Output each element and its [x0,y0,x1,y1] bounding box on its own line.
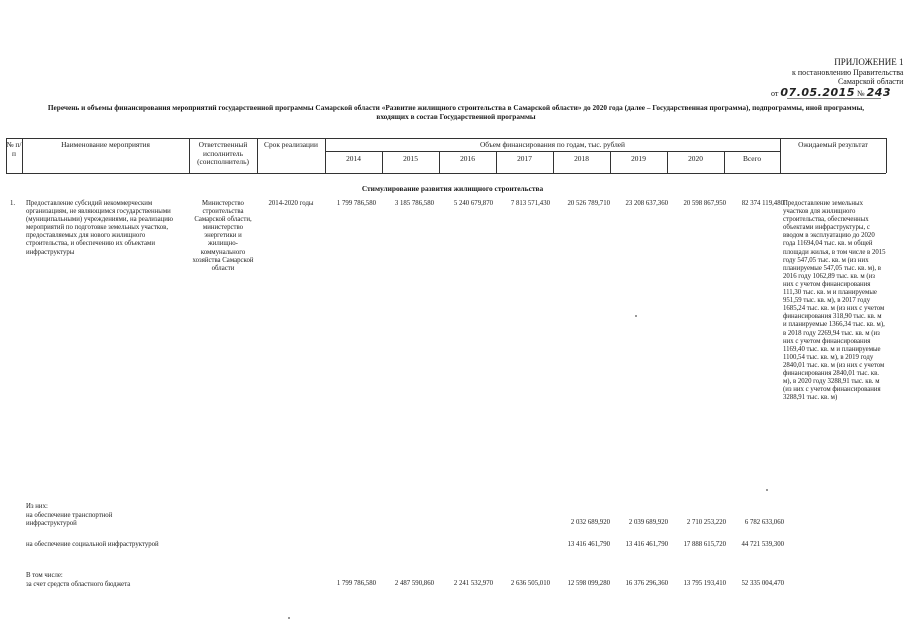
sub2-value-2019: 13 416 461,790 [625,541,668,548]
header-year-2017: 2017 [517,154,532,163]
row1-value-2018: 20 526 789,710 [567,200,610,207]
scan-speck [288,617,290,619]
sub2-label: на обеспечение социальной инфраструктурой [26,541,159,548]
header-name: Наименование мероприятия [61,140,150,149]
header-year-2016: 2016 [460,154,475,163]
appendix-title: ПРИЛОЖЕНИЕ 1 [834,57,904,67]
row1-value-2017: 7 813 571,430 [510,200,550,207]
header-total: Всего [742,154,762,163]
col-border [886,138,887,173]
header-year-2018: 2018 [574,154,589,163]
header-year-2020: 2020 [688,154,703,163]
header-num: № п/п [6,140,22,158]
table-top-border [6,138,886,139]
appendix-line1: к постановлению Правительства [792,67,904,77]
header-year-2019: 2019 [631,154,646,163]
header-year-2014: 2014 [346,154,361,163]
sub3-value-2014: 1 799 786,580 [336,580,376,587]
header-result: Ожидаемый результат [798,140,868,149]
sub3-value-2016: 2 241 532,970 [453,580,493,587]
sub2-value-2018: 13 416 461,790 [567,541,610,548]
sub1-label-top: Из них: [26,503,48,510]
sub3-value-2020: 13 795 193,410 [683,580,726,587]
sub3-value-2015: 2 487 590,860 [394,580,434,587]
row1-result: Предоставление земельных участков для жилищного строительства, обеспеченных объектами инфраструктуры, с вводом в эксплуатацию до 2020 года 11694,04 тыс. кв. м общей площади жилья, в том числе в 2015 году 547,05 тыс. кв. м (из них планируемые 547,05 тыс. кв. м), в 2016 году 1062,89 тыс. кв. м (из них с учетом финансирования 111,30 тыс. кв. м и планируемые 951,59 тыс. кв. м), в 2017 году 1685,24 тыс. кв. м (из них с учетом финансирования 318,90 тыс. кв. м и планируемые 1366,34 тыс. кв. м), в 2018 году 2269,94 тыс. кв. м (из них с учетом финансирования 1169,40 тыс. кв. м и планируемые 1100,54 тыс. кв. м), в 2019 году 2840,01 тыс. кв. м (из них с учетом финансирования 2840,01 тыс. кв. м), в 2020 году 3288,91 тыс. кв. м (из них с учетом финансирования 3288,91 тыс. кв. м) [783,200,886,402]
sub2-value-total: 44 721 539,300 [741,541,784,548]
date-prefix: от [771,89,779,98]
header-year-2015: 2015 [403,154,418,163]
row1-value-2014: 1 799 786,580 [336,200,376,207]
row1-value-2019: 23 208 637,360 [625,200,668,207]
row1-value-2016: 5 240 679,870 [453,200,493,207]
header-funding: Объем финансирования по годам, тыс. рублей [479,140,626,149]
row1-term: 2014-2020 годы [268,200,314,207]
sub3-label-top: В том числе: [26,572,63,579]
sub1-value-total: 6 782 633,060 [744,519,784,526]
sub3-label: за счет средств областного бюджета [26,581,131,588]
sub3-value-2019: 16 376 296,360 [625,580,668,587]
row1-name: Предоставление субсидий некоммерческим организациям, не являющимся государственными (муниципальными) учреждениями, на реализацию мероприятий по подготовке земельных участков, предоставляемых для нового жилищного строительства, и обеспечению их объектами инфраструктуры [26,200,173,256]
row1-value-2015: 3 185 786,580 [394,200,434,207]
scan-speck [635,315,637,317]
table-header-bottom-border [6,173,886,174]
sub3-value-total: 52 335 004,470 [741,580,784,587]
handwritten-date: 07.05.2015 [780,86,855,99]
row1-num: 1. [10,200,16,207]
sub3-value-2018: 12 598 099,280 [567,580,610,587]
document-title: Перечень и объемы финансирования мероприятий государственной программы Самарской области «Развитие жилищного строительства в Самарской области» до 2020 года (далее – Государственная программа), подпрограммы, иной программы, входящих в состав Государственной программы [47,103,865,121]
sub1-value-2019: 2 039 689,920 [628,519,668,526]
sub1-value-2020: 2 710 253,220 [686,519,726,526]
sub3-value-2017: 2 636 505,010 [510,580,550,587]
appendix-block [792,58,903,87]
row1-value-total: 82 374 119,480 [741,200,784,207]
header-term: Срок реализации [264,140,318,149]
handwritten-number: 243 [866,86,892,99]
section-title: Стимулирование развития жилищного строительства [361,184,544,193]
sub2-value-2020: 17 888 615,720 [683,541,726,548]
sub1-label: на обеспечение транспортной инфраструктурой [26,512,113,528]
scan-speck [766,489,768,491]
col-border [189,138,190,173]
sub1-value-2018: 2 032 689,920 [570,519,610,526]
row1-value-2020: 20 598 867,950 [683,200,726,207]
number-prefix: № [856,89,865,98]
appendix-line2: Самарской области [837,77,904,86]
header-executor: Ответственный исполнитель (соисполнитель) [197,140,249,166]
row1-executor: Министерство строительства Самарской области, министерство энергетики и жилищно-коммунального хозяйства Самарской области [192,200,254,272]
date-underline [787,98,881,99]
